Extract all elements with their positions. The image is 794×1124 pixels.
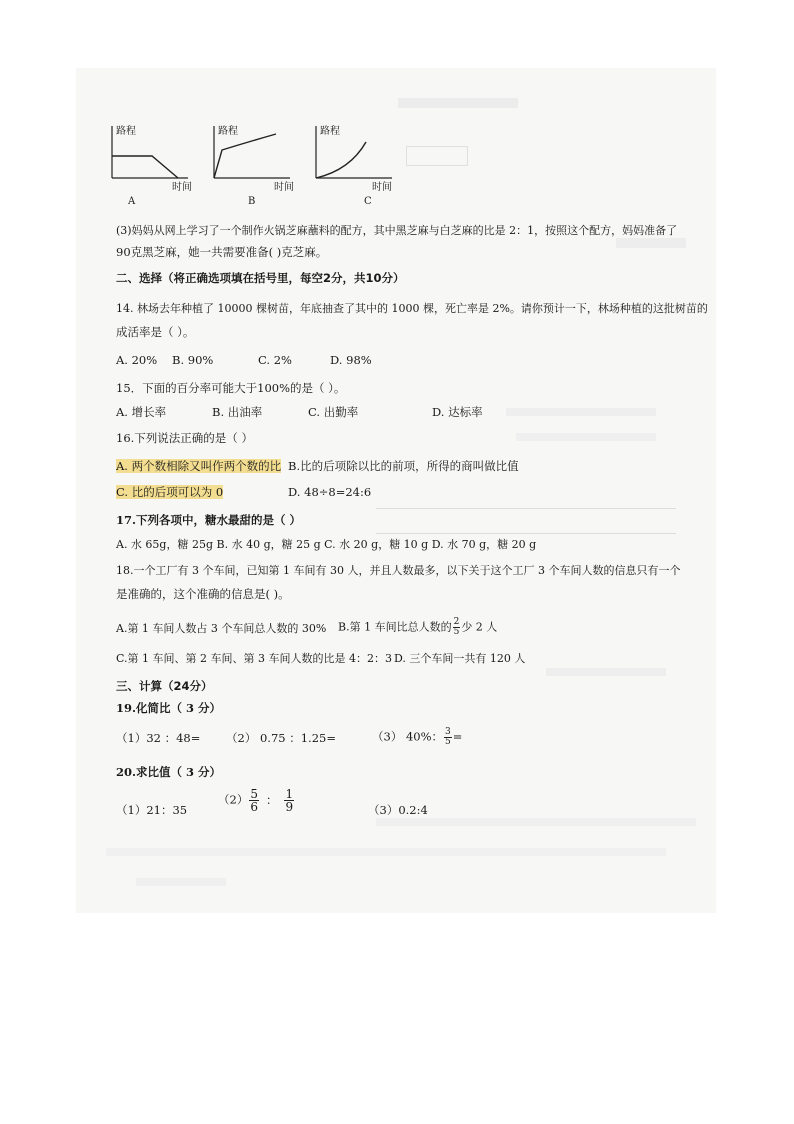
section-2-heading: 二、选择（将正确选项填在括号里，每空2分，共10分） [116, 271, 405, 285]
q18-option-c: C.第 1 车间、第 2 车间、第 3 车间人数的比是 4：2：3 [116, 652, 392, 665]
q18-option-b: B.第 1 车间比总人数的 $\frac{2}{5}$ 少 2 人 [338, 617, 498, 637]
q17-stem: 17.下列各项中，糖水最甜的是（ ） [116, 513, 302, 527]
graph-a-xlabel: 时间 [172, 182, 192, 193]
graph-a-ylabel: 路程 [116, 126, 136, 137]
q19-stem: 19.化简比（ 3 分） [116, 701, 222, 715]
q17-options: A. 水 65g，糖 25g B. 水 40 g，糖 25 g C. 水 20 g，糖 10 g D. 水 70 g，糖 20 g [116, 538, 537, 551]
graph-c-caption: C [364, 196, 372, 207]
q15-option-b: B. 出油率 [212, 405, 263, 419]
graph-a-caption: A [128, 196, 136, 207]
q20-stem: 20.求比值（ 3 分） [116, 765, 222, 779]
q20-part-3: （3）0.2:4 [368, 803, 428, 817]
q20-fraction-a: $\frac{5}{6}$ [250, 787, 258, 814]
q14-option-c: C. 2% [258, 353, 292, 367]
q18-line2: 是准确的，这个准确的信息是( )。 [116, 587, 290, 601]
q14-line2: 成活率是（ ）。 [116, 325, 195, 339]
q15-stem: 15．下面的百分率可能大于100%的是（ ）。 [116, 381, 346, 395]
q14-option-d: D. 98% [330, 353, 372, 367]
q14-line1: 14. 林场去年种植了 10000 棵树苗，年底抽查了其中的 1000 棵，死亡率是 2%。请你预计一下，林场种植的这批树苗的 [116, 302, 708, 315]
q18-option-a: A.第 1 车间人数占 3 个车间总人数的 30% [116, 622, 327, 635]
q16-option-a: A. 两个数相除又叫作两个数的比 [116, 459, 282, 473]
graph-b-ylabel: 路程 [218, 126, 238, 137]
q15-option-c: C. 出勤率 [308, 405, 359, 419]
q14-option-b: B. 90% [172, 353, 214, 367]
graph-c-xlabel: 时间 [372, 182, 392, 193]
q18-option-d: D. 三个车间一共有 120 人 [394, 652, 526, 665]
graph-b-caption: B [248, 196, 256, 207]
q20-part-2: （2） $\frac{5}{6}$ ： $\frac{1}{9}$ [218, 787, 294, 814]
scanned-page [76, 68, 716, 913]
q19-fraction: $\frac{3}{5}$ [445, 727, 451, 747]
q16-stem: 16.下列说法正确的是（ ） [116, 431, 253, 445]
q19-part-2: （2） 0.75 ：1.25= [226, 731, 336, 745]
q18-fraction: $\frac{2}{5}$ [453, 617, 460, 637]
q18-line1: 18.一个工厂有 3 个车间，已知第 1 车间有 30 人，并且人数最多，以下关于这个工厂 3 个车间人数的信息只有一个 [116, 564, 681, 577]
q20-fraction-b: $\frac{1}{9}$ [285, 787, 294, 814]
q15-option-a: A. 增长率 [116, 405, 167, 419]
q19-part-3: （3） 40%： $\frac{3}{5}$ = [372, 727, 463, 747]
section-3-heading: 三、计算（24分） [116, 679, 213, 693]
q14-option-a: A. 20% [116, 353, 158, 367]
q3-line1: (3)妈妈从网上学习了一个制作火锅芝麻蘸料的配方，其中黑芝麻与白芝麻的比是 2：1，按照这个配方，妈妈准备了 [116, 224, 678, 237]
q16-option-b: B.比的后项除以比的前项，所得的商叫做比值 [288, 459, 519, 473]
graph-b-xlabel: 时间 [274, 182, 294, 193]
q16-option-c: C. 比的后项可以为 0 [116, 485, 224, 499]
q16-option-d: D. 48÷8=24:6 [288, 485, 372, 499]
graph-c-ylabel: 路程 [320, 126, 340, 137]
q15-option-d: D. 达标率 [432, 405, 483, 419]
q19-part-1: （1）32 ：48= [116, 731, 201, 745]
q3-line2: 90克黑芝麻，她一共需要准备( )克芝麻。 [116, 245, 328, 259]
q20-part-1: （1）21：35 [116, 803, 188, 817]
